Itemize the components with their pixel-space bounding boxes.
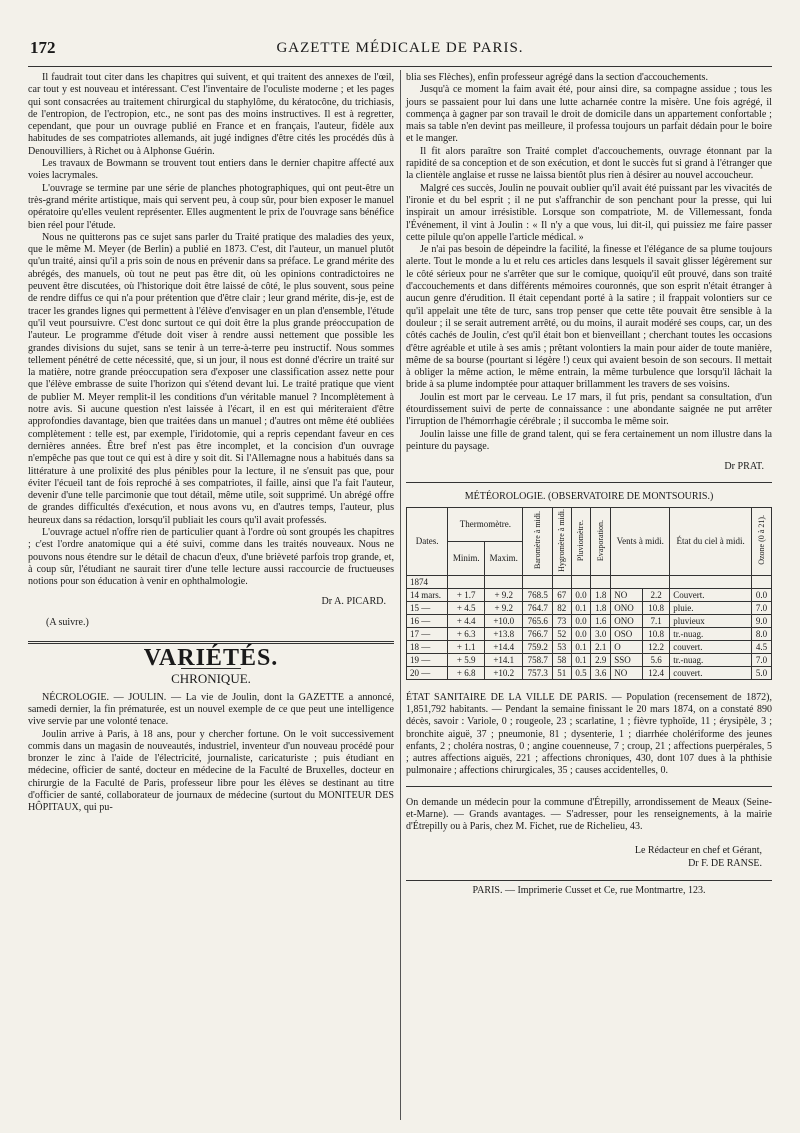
- meteo-cell-max: +14.1: [485, 653, 523, 666]
- meteo-rule: [406, 482, 772, 483]
- meteo-cell-date: 17 —: [407, 627, 448, 640]
- meteo-cell-force: 2.2: [642, 588, 669, 601]
- meteo-cell-hygro: 67: [553, 588, 571, 601]
- col-hygrometre: Hygromètre à midi.: [553, 507, 571, 575]
- meteo-cell-hygro: 58: [553, 653, 571, 666]
- meteo-cell-baro: 759.2: [523, 640, 553, 653]
- meteo-cell-ozone: 5.0: [752, 666, 772, 679]
- column-divider: [400, 70, 401, 1120]
- meteo-year: 1874: [407, 575, 448, 588]
- meteo-row: [407, 614, 772, 627]
- col-thermo: Thermomètre.: [448, 507, 523, 541]
- meteo-cell-date: 19 —: [407, 653, 448, 666]
- imprimerie: PARIS. — Imprimerie Cusset et Ce, rue Montmartre, 123.: [406, 880, 772, 897]
- col-dates: Dates.: [407, 507, 448, 575]
- right-paragraph: Je n'ai pas besoin de dépeindre la facilité, la finesse et l'élégance de sa plume toujours alerte. Tout le monde a lu et relu ces articles dans lesquels il savait glisser légèrement sur le côté sérieux pour ne s'arrêter que sur le comique, quoiqu'il eût prouvé, dans son traité d'accouchements et dans différents mémoires couronnés, que son esprit n'était étranger à aucun genre d'érudition. Il était cependant porté à la satire ; il frappait volontiers sur ce qu'il appelait une tête de turc, sans trop penser que cette tête pouvait être sensible à la douleur ; il se serait autrement arrêté, ou du moins, il aurait modéré ses coups, car, un des côtés cachés de Joulin, c'est qu'il était bon et bienveillant ; cherchant toutes les occasions d'être agréable et utile à ses amis ; prêtant volontiers la main pour aider de toute manière, même de sa bourse (pourtant si légère !) ceux qui avaient besoin de son secours. Il mettait à obliger la même action, le même entrain, la même turbulence que lorsqu'il lâchait la bride à sa plume indomptée pour attaquer brillamment les travers de ses voisins.: [406, 244, 772, 391]
- col-barometre: Baromètre à midi.: [523, 507, 553, 575]
- meteo-cell-force: 5.6: [642, 653, 669, 666]
- meteo-cell-pluvio: 0.1: [571, 653, 591, 666]
- meteo-row: [407, 601, 772, 614]
- meteo-row: [407, 666, 772, 679]
- running-head: GAZETTE MÉDICALE DE PARIS.: [276, 40, 524, 56]
- meteo-row: [407, 627, 772, 640]
- meteo-cell-ozone: 7.0: [752, 601, 772, 614]
- meteo-cell-hygro: 51: [553, 666, 571, 679]
- redacteur-line2: Dr F. DE RANSE.: [688, 857, 762, 869]
- header-rule: [28, 66, 772, 67]
- meteo-cell-date: 18 —: [407, 640, 448, 653]
- signature-picard: Dr A. PICARD.: [321, 596, 386, 608]
- meteo-cell-date: 20 —: [407, 666, 448, 679]
- etat-sanitaire: ÉTAT SANITAIRE DE LA VILLE DE PARIS. — Population (recensement de 1872), 1,851,792 habitants. — Pendant la semaine finissant le 20 mars 1874, on a constaté 890 décès, savoir : Variole, 0 ; rougeole, 23 ; scarlatine, 1 ; fièvre typhoïde, 11 ; érysipèle, 3 ; bronchite aiguë, 37 ; pneumonie, 81 ; dysenterie, 1 ; diarrhée cholériforme des jeunes enfants, 2 ; choléra nostras, 0 ; angine couenneuse, 7 ; croup, 21 ; affections puerpérales, 5 ; autres affections aiguës, 221 ; affections chroniques, 430, dont 107 dues à la phthisie pulmonaire ; affections chirurgicales, 35 ; causes accidentelles, 0.: [406, 691, 772, 777]
- col-pluvio: Pluviomètre.: [571, 507, 591, 575]
- meteo-cell-baro: 766.7: [523, 627, 553, 640]
- meteo-cell-date: 16 —: [407, 614, 448, 627]
- redacteur: [406, 844, 772, 870]
- meteo-cell-vent: OSO: [611, 627, 643, 640]
- meteo-cell-vent: NO: [611, 666, 643, 679]
- meteo-cell-baro: 757.3: [523, 666, 553, 679]
- meteo-cell-pluvio: 0.1: [571, 640, 591, 653]
- annonce-rule: [406, 786, 772, 787]
- meteo-cell-ozone: 4.5: [752, 640, 772, 653]
- meteo-row: [407, 588, 772, 601]
- meteo-cell-baro: 765.6: [523, 614, 553, 627]
- col-evapo: Evaporation.: [591, 507, 611, 575]
- meteo-cell-hygro: 73: [553, 614, 571, 627]
- meteo-cell-evapo: 2.9: [591, 653, 611, 666]
- meteo-cell-max: + 9.2: [485, 588, 523, 601]
- meteo-cell-ozone: 0.0: [752, 588, 772, 601]
- varietes-title: VARIÉTÉS.: [143, 645, 279, 672]
- meteo-cell-pluvio: 0.5: [571, 666, 591, 679]
- meteo-cell-min: + 5.9: [448, 653, 485, 666]
- meteo-cell-pluvio: 0.0: [571, 627, 591, 640]
- redacteur-line1: Le Rédacteur en chef et Gérant,: [634, 844, 762, 856]
- meteo-cell-vent: NO: [611, 588, 643, 601]
- meteo-cell-min: + 4.4: [448, 614, 485, 627]
- meteo-cell-date: 15 —: [407, 601, 448, 614]
- meteo-cell-min: + 1.1: [448, 640, 485, 653]
- meteo-cell-ozone: 9.0: [752, 614, 772, 627]
- meteo-table: [406, 507, 772, 680]
- right-paragraph: Joulin laisse une fille de grand talent, qui se fera certainement un nom illustre dans la peinture du paysage.: [406, 428, 772, 452]
- right-column: [406, 72, 772, 897]
- meteo-cell-force: 10.8: [642, 627, 669, 640]
- meteo-cell-min: + 6.8: [448, 666, 485, 679]
- meteo-cell-vent: ONO: [611, 601, 643, 614]
- meteo-cell-vent: ONO: [611, 614, 643, 627]
- meteo-cell-min: + 6.3: [448, 627, 485, 640]
- left-paragraph: L'ouvrage se termine par une série de planches photographiques, qui ont peut-être un très-grand mérite artistique, mais qui servent peu, à coup sûr, pour bien exposer le manuel opératoire qu'elles veulent représenter. Elles augmentent le prix de l'ouvrage sans bénéfice bien réel pour l'étude.: [28, 182, 394, 231]
- chronique-paragraph: NÉCROLOGIE. — JOULIN. — La vie de Joulin, dont la GAZETTE a annoncé, samedi dernier, la fin prématurée, est un nouvel exemple de ce que peut une intelligence vive servie par une volonté tenace.: [28, 691, 394, 728]
- annonce: On demande un médecin pour la commune d'Étrepilly, arrondissement de Meaux (Seine-et-Marne). — Grands avantages. — S'adresser, pour les renseignements, à la mairie d'Étrepilly ou à Paris, chez M. Fichet, rue de Richelieu, 43.: [406, 796, 772, 833]
- meteo-cell-ciel: pluvieux: [670, 614, 752, 627]
- meteo-row: [407, 640, 772, 653]
- left-paragraph: Les travaux de Bowmann se trouvent tout entiers dans le dernier chapitre affecté aux voies lacrymales.: [28, 158, 394, 182]
- col-vents: Vents à midi.: [611, 507, 670, 575]
- page-number: 172: [30, 38, 56, 57]
- left-paragraph: L'ouvrage actuel n'offre rien de particulier quant à l'ordre où sont groupés les chapitres ; c'est l'ordre anatomique qui a été suivi, comme dans les traités nouveaux. Nous ne pouvons nous étendre sur le détail de chacun d'eux, d'une brièveté parfois trop grande, et, à coup sûr, l'étudiant ne saurait tirer d'une telle lecture aussi raccourcie de fructueuses notions pour son éducation à venir en ophthalmologie.: [28, 526, 394, 588]
- meteo-cell-hygro: 82: [553, 601, 571, 614]
- meteo-cell-evapo: 3.6: [591, 666, 611, 679]
- col-maxim: Maxim.: [485, 541, 523, 575]
- meteo-cell-ciel: couvert.: [670, 666, 752, 679]
- meteo-cell-ciel: pluie.: [670, 601, 752, 614]
- col-minim: Minim.: [448, 541, 485, 575]
- section-rule: [28, 641, 394, 644]
- right-paragraph: Jusqu'à ce moment la faim avait été, pour ainsi dire, sa compagne assidue ; tous les jours se passaient pour lui dans une lutte acharnée contre la misère. Une fois agrégé, il commença à gagner par son travail le droit de domicile dans un appartement confortable ; mais sa table n'en devint pas meilleure, il professa toujours un parfait dédain pour le boire et le manger.: [406, 84, 772, 145]
- meteo-cell-vent: O: [611, 640, 643, 653]
- meteo-cell-pluvio: 0.0: [571, 614, 591, 627]
- meteo-cell-ozone: 7.0: [752, 653, 772, 666]
- meteo-cell-ciel: tr.-nuag.: [670, 627, 752, 640]
- meteo-cell-pluvio: 0.0: [571, 588, 591, 601]
- meteo-cell-min: + 4.5: [448, 601, 485, 614]
- meteo-cell-evapo: 2.1: [591, 640, 611, 653]
- meteo-row: [407, 653, 772, 666]
- meteo-cell-max: +13.8: [485, 627, 523, 640]
- meteo-cell-date: 14 mars.: [407, 588, 448, 601]
- left-paragraph: Il faudrait tout citer dans les chapitres qui suivent, et qui traitent des annexes de l'œil, car tout y est nouveau et intéressant. C'est l'inventaire de l'oculiste moderne ; et les pages qui sont consacrées au traitement chirurgical du staphylôme, du kératocône, du trichiasis, de l'entropion, de l'ectropion, etc., ne sont pas des moins instructives. Il est à regretter, cependant, que pour un ouvrage publié en France et en français, l'auteur, fidèle aux habitudes de ses compatriotes allemands, ait jugé indignes d'être cités les procédés dûs à Denouvilliers, à Richet ou à Alphonse Guérin.: [28, 72, 394, 157]
- right-paragraph: Malgré ces succès, Joulin ne pouvait oublier qu'il avait été puissant par les vivacités de l'ironie et du bel esprit ; il ne put s'affranchir de son penchant pour la presse, qui lui inspirait un amour irrésistible. Lorsque son compatriote, M. de Villemessant, fonda l'Événement, il vint à Joulin : « Il n'y a que vous, lui dit-il, qui puissiez me faire passer cette pilule qu'on appelle l'article médical. »: [406, 182, 772, 243]
- meteo-cell-baro: 768.5: [523, 588, 553, 601]
- left-paragraph: Nous ne quitterons pas ce sujet sans parler du Traité pratique des maladies des yeux, que le même M. Meyer (de Berlin) a publié en 1873. C'est, dit l'auteur, un manuel plutôt qu'un traité, ainsi qu'il a pris soin de nous en prévenir dans sa préface. Le grand mérite des abrégés, des manuels, où tout ne peut pas être dit, où les opinions contradictoires ne peuvent être discutées, où l'historique doit être laissé de côté, le plus souvent, sous peine de rendre diffus ce qui n'a pour prétention que d'être clair ; leur grand mérite, dis-je, est de tracer les grandes lignes qui permettent à l'élève d'envisager en un plan d'ensemble, l'étude qu'il veut poursuivre. C'est donc surtout ce qui doit être la plus grande préoccupation de l'auteur. Le programme d'étude doit viser à rendre aussi nettement que possible les grandes divisions du sujet, sans se tenir à un terre-à-terre peu instructif. Nous sommes tellement pénétré de cette nécessité, que, si un jour, il nous est donné d'écrire un traité sur la matière, notre grande préoccupation sera d'exposer une classification assez nette pour que l'élève embrasse de suite l'horizon qui s'étend devant lui. Le traité pratique que vient de publier M. Meyer remplit-il les conditions d'un véritable manuel ? Incomplètement à notre avis. Si aucune question n'est laissée à l'écart, il en est qui mériteraient d'être approfondies davantage, bien que traitées dans un manuel ; d'autres ont même été oubliées complètement : telle est, par exemple, l'iridotomie, qui a repris cependant faveur en ces dernières années. Être bref n'est pas être incomplet, et la concision d'un ouvrage n'empêche pas que tout ce qui est à dire y soit dit. Si l'Allemagne nous a habitués dans sa littérature à une prolixité des plus pénibles pour la lecture, il ne s'ensuit pas que, pour éviter l'écueil tant de fois reproché à ses compatriotes, il faille, ainsi que l'a fait l'auteur, devenir d'une telle parcimonie que tout détail, même utile, soit supprimé. Un abrégé offre de grandes difficultés d'exécution, et nous avons vu, en d'autres temps, l'auteur, plus heureux dans sa rédaction, lorsqu'il publiait les cours qu'il avait professés.: [28, 231, 394, 526]
- left-column: [28, 72, 394, 815]
- meteo-cell-evapo: 1.6: [591, 614, 611, 627]
- right-paragraph: Il fit alors paraître son Traité complet d'accouchements, ouvrage étonnant par la rapidité de sa conception et de son exécution, et dont le succès fut si grand à l'étranger que la clientèle anglaise et russe ne laissa bientôt plus rien à désirer au nouvel accoucheur.: [406, 145, 772, 182]
- meteo-cell-max: +10.0: [485, 614, 523, 627]
- right-paragraph: blia ses Flèches), enfin professeur agrégé dans la section d'accouchements.: [406, 72, 708, 83]
- meteo-cell-max: +14.4: [485, 640, 523, 653]
- meteo-cell-min: + 1.7: [448, 588, 485, 601]
- meteo-cell-vent: SSO: [611, 653, 643, 666]
- col-ozone: Ozone (0 à 21).: [752, 507, 772, 575]
- meteo-cell-ciel: couvert.: [670, 640, 752, 653]
- meteo-cell-evapo: 3.0: [591, 627, 611, 640]
- meteo-cell-hygro: 53: [553, 640, 571, 653]
- meteo-cell-evapo: 1.8: [591, 601, 611, 614]
- chronique-title: CHRONIQUE.: [171, 671, 251, 687]
- col-etat-ciel: État du ciel à midi.: [670, 507, 752, 575]
- meteo-cell-baro: 764.7: [523, 601, 553, 614]
- signature-prat: Dr PRAT.: [724, 461, 764, 473]
- chronique-paragraph: Joulin arrive à Paris, à 18 ans, pour y chercher fortune. On le voit successivement commis dans un magasin de nouveautés, industriel, inventeur d'un nouveau procédé pour bronzer le zinc à l'aide de l'électricité, journaliste, caricaturiste ; puis étudiant en médecine, officier de santé, docteur en médecine de la Faculté de Bruxelles, docteur en chirurgie de la Faculté de Paris, professeur libre pour les élèves se destinant au titre d'officier de santé, collaborateur de journaux de médecine (surtout du MONITEUR DES HÔPITAUX, qui pu-: [28, 728, 394, 814]
- right-paragraph: Joulin est mort par le cerveau. Le 17 mars, il fut pris, pendant sa consultation, d'un étourdissement suivi de perte de connaissance : une abondante saignée ne put arrêter l'irruption de l'hémorrhagie cérébrale ; il succomba le même soir.: [406, 391, 772, 428]
- meteo-cell-force: 10.8: [642, 601, 669, 614]
- meteo-cell-ozone: 8.0: [752, 627, 772, 640]
- meteo-cell-max: + 9.2: [485, 601, 523, 614]
- meteo-cell-force: 7.1: [642, 614, 669, 627]
- meteo-cell-pluvio: 0.1: [571, 601, 591, 614]
- meteo-cell-force: 12.4: [642, 666, 669, 679]
- meteo-cell-ciel: Couvert.: [670, 588, 752, 601]
- meteo-title: MÉTÉOROLOGIE. (OBSERVATOIRE DE MONTSOURIS.): [464, 490, 714, 502]
- meteo-cell-evapo: 1.8: [591, 588, 611, 601]
- meteo-cell-baro: 758.7: [523, 653, 553, 666]
- meteo-cell-hygro: 52: [553, 627, 571, 640]
- a-suivre: (A suivre.): [46, 616, 89, 628]
- meteo-cell-max: +10.2: [485, 666, 523, 679]
- meteo-cell-ciel: tr.-nuag.: [670, 653, 752, 666]
- meteo-cell-force: 12.2: [642, 640, 669, 653]
